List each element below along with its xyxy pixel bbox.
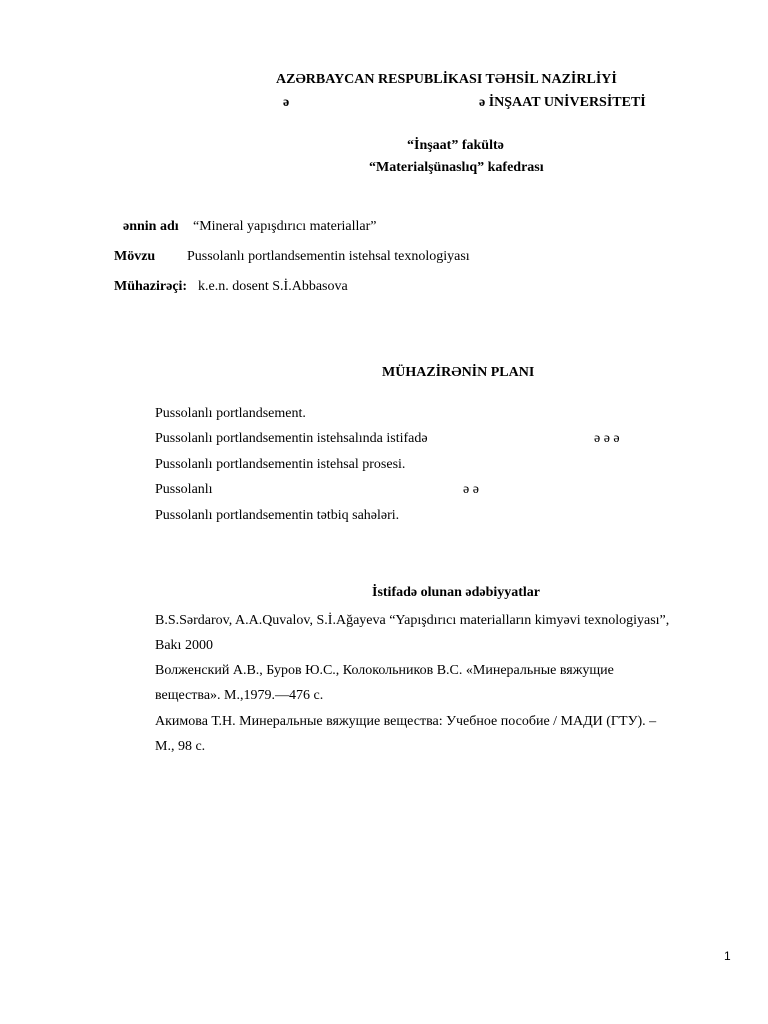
university-title-fragment: ə — [283, 95, 290, 110]
plan-item: Pussolanlı portlandsementin istehsal prosesi. — [155, 457, 406, 472]
reference-line: вещества». М.,1979.—476 с. — [155, 688, 324, 703]
lecturer-label: Mühazirəçi: — [114, 279, 188, 294]
plan-item-fragment: ə ə — [463, 482, 479, 497]
reference-line: Bakı 2000 — [155, 638, 213, 653]
page-number: 1 — [724, 949, 731, 963]
reference-line: М., 98 с. — [155, 739, 206, 754]
plan-item: Pussolanlı portlandsement. — [155, 406, 306, 421]
plan-item: Pussolanlı portlandsementin tətbiq sahələri. — [155, 508, 400, 523]
references-title: İstifadə olunan ədəbiyyatlar — [372, 585, 541, 600]
reference-line: Волженский А.В., Буров Ю.С., Колокольников В.С. «Минеральные вяжущие — [155, 663, 614, 678]
ministry-title: AZƏRBAYCAN RESPUBLİKASI TƏHSİL NAZİRLİYİ — [276, 72, 617, 87]
plan-title: MÜHAZİRƏNİN PLANI — [382, 365, 535, 380]
subject-label: ənnin adı — [123, 219, 179, 234]
subject-value: “Mineral yapışdırıcı materiallar” — [193, 219, 377, 234]
plan-item: Pussolanlı portlandsementin istehsalında istifadə — [155, 431, 428, 446]
university-title: ə İNŞAAT UNİVERSİTETİ — [479, 95, 646, 110]
plan-item: Pussolanlı — [155, 482, 213, 497]
department-name: “Materialşünaslıq” kafedrası — [369, 160, 544, 175]
plan-item-fragment: ə ə ə — [594, 431, 620, 446]
topic-value: Pussolanlı portlandsementin istehsal texnologiyası — [187, 249, 470, 264]
faculty-name: “İnşaat” fakültə — [407, 138, 504, 153]
topic-label: Mövzu — [114, 249, 156, 264]
lecturer-value: k.e.n. dosent S.İ.Abbasova — [198, 279, 348, 294]
reference-line: B.S.Sərdarov, A.A.Quvalov, S.İ.Ağayeva “Yapışdırıcı materialların kimyəvi texnologiyası”, — [155, 613, 670, 628]
reference-line: Акимова Т.Н. Минеральные вяжущие вещества: Учебное пособие / МАДИ (ГТУ). – — [155, 714, 657, 729]
